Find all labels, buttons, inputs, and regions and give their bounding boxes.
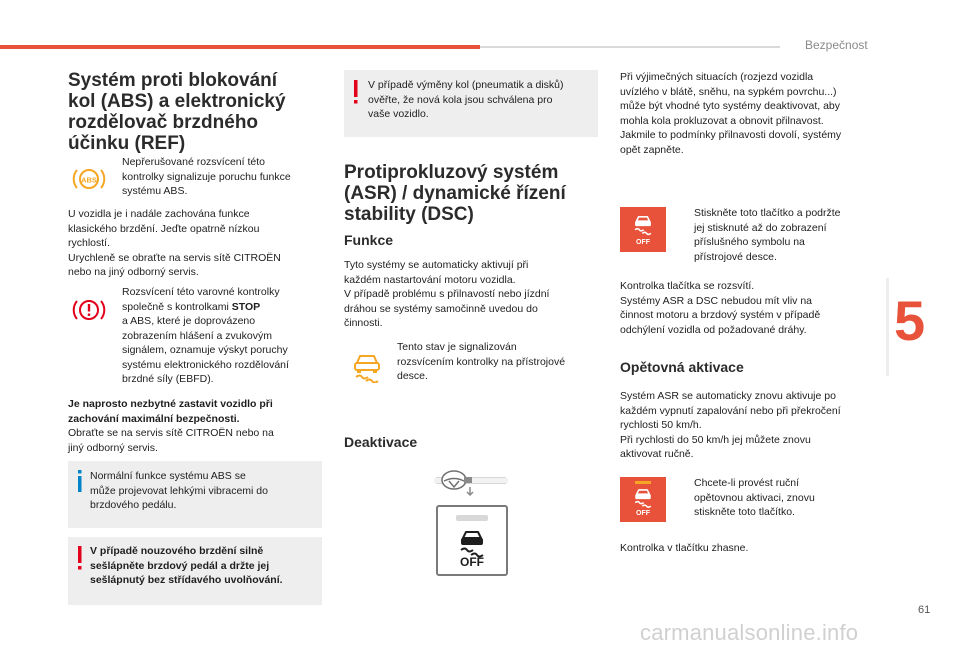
asr-dsc-icon [349, 347, 385, 383]
asr-off-button-red-2[interactable] [620, 477, 666, 522]
section-label: Bezpečnost [805, 38, 868, 52]
asr-off-button-red[interactable] [620, 207, 666, 252]
asr-off-button-icon [630, 211, 656, 237]
info-icon [77, 470, 83, 492]
reactivation-heading: Opětovná aktivace [620, 359, 744, 375]
asr-off-button-icon [454, 525, 490, 559]
wheel-change-note: V případě výměny kol (pneumatik a disků) ověřte, že nová kola jsou schválena pro vaše vozidlo. [344, 70, 598, 137]
asr-indicator-text: Tento stav je signalizován rozsvícením kontrolky na přístrojové desce. [397, 341, 566, 382]
info-note: Normální funkce systému ABS se může projevovat lehkými vibracemi do brzdového pedálu. [68, 461, 322, 528]
button-led [456, 515, 488, 521]
watermark: carmanualsonline.info [640, 620, 859, 645]
step1-text: Stiskněte toto tlačítko a podržte jej stisknuté až do zobrazení příslušného symbolu na přístrojové desce. [694, 207, 841, 263]
deactivation-result: Kontrolka tlačítka se rozsvítí. Systémy ASR a DSC nebudou mít vliv na činnost motoru a brzdový systém v případě odchýlení vozidla od požadované dráhy. [620, 280, 821, 336]
header-accent-bar [0, 45, 480, 49]
svg-text:ABS: ABS [81, 175, 97, 185]
asr-off-button-icon [630, 485, 656, 509]
reactivation-result: Kontrolka v tlačítku zhasne. [620, 542, 749, 554]
reactivation-paragraph: Systém ASR se automaticky znovu aktivuje po každém vypnutí zapalování nebo při překročení rychlosti 50 km/h. Při rychlosti do 50 km/h jej můžete znovu aktivovat ručně. [620, 390, 841, 460]
abs-indicator-text: Nepřerušované rozsvícení této kontrolky signalizuje poruchu funkce systému ABS. [122, 156, 291, 197]
abs-paragraph: U vozidla je i nadále zachována funkce klasického brzdění. Jeďte opatrně nízkou rychlostí. Urychleně se obraťte na servis sítě CITROËN nebo na jiný odborný servis. [68, 208, 281, 278]
emergency-brake-note: V případě nouzového brzdění silně sešlápněte brzdový pedál a držte jej sešlápnutý bez střídavého uvolňování. [68, 537, 322, 605]
stop-instruction: Je naprosto nezbytné zastavit vozidlo při zachování maximální bezpečnosti. Obraťte se na servis sítě CITROËN nebo na jiný odborný servis. [68, 398, 274, 454]
chapter-number: 5 [894, 289, 926, 352]
brake-warning-icon [72, 296, 106, 324]
steering-wheel-icon [434, 463, 508, 499]
asr-section-title: Protiprokluzový systém (ASR) / dynamické řízení stability (DSC) [344, 162, 566, 225]
brake-warning-text: Rozsvícení této varovné kontrolky společně s kontrolkami STOP a ABS, které je doprovázeno zobrazením hlášení a zvukovým signálem, oznamuje výskyt poruchy systému elektronického rozdělování brzdné síly (EBFD). [122, 286, 289, 385]
warning-exclamation-icon [353, 80, 359, 104]
funkce-heading: Funkce [344, 232, 394, 248]
asr-off-button[interactable] [436, 505, 508, 576]
warning-exclamation-icon [77, 546, 83, 570]
button-off-label: OFF [460, 555, 484, 569]
stop-label: STOP [231, 300, 261, 313]
deaktivace-heading: Deaktivace [344, 434, 418, 450]
button-led [635, 481, 651, 484]
step2-text: Chcete-li provést ruční opětovnou aktivaci, znovu stiskněte toto tlačítko. [694, 477, 815, 518]
header-rule [480, 46, 780, 48]
abs-warning-icon [72, 165, 106, 193]
page-number: 61 [918, 604, 931, 616]
deactivation-intro: Při výjimečných situacích (rozjezd vozidla uvízlého v blátě, sněhu, na sypkém povrchu...) může být vhodné tyto systémy deaktivovat, aby mohla kola prokluzovat a obnovit přilnavost. Jakmile to podmínky přilnavosti dovolí, systémy opět zapněte. [620, 71, 842, 156]
abs-section-title: Systém proti blokování kol (ABS) a elektronický rozdělovač brzdného účinku (REF) [68, 70, 286, 154]
button-off-label: OFF [636, 510, 650, 517]
funkce-paragraph: Tyto systémy se automaticky aktivují při každém nastartování motoru vozidla. V případě problému s přilnavostí nebo jízdní dráhou se systémy samočinně uvedou do činnosti. [344, 259, 550, 329]
button-off-label: OFF [636, 239, 650, 246]
